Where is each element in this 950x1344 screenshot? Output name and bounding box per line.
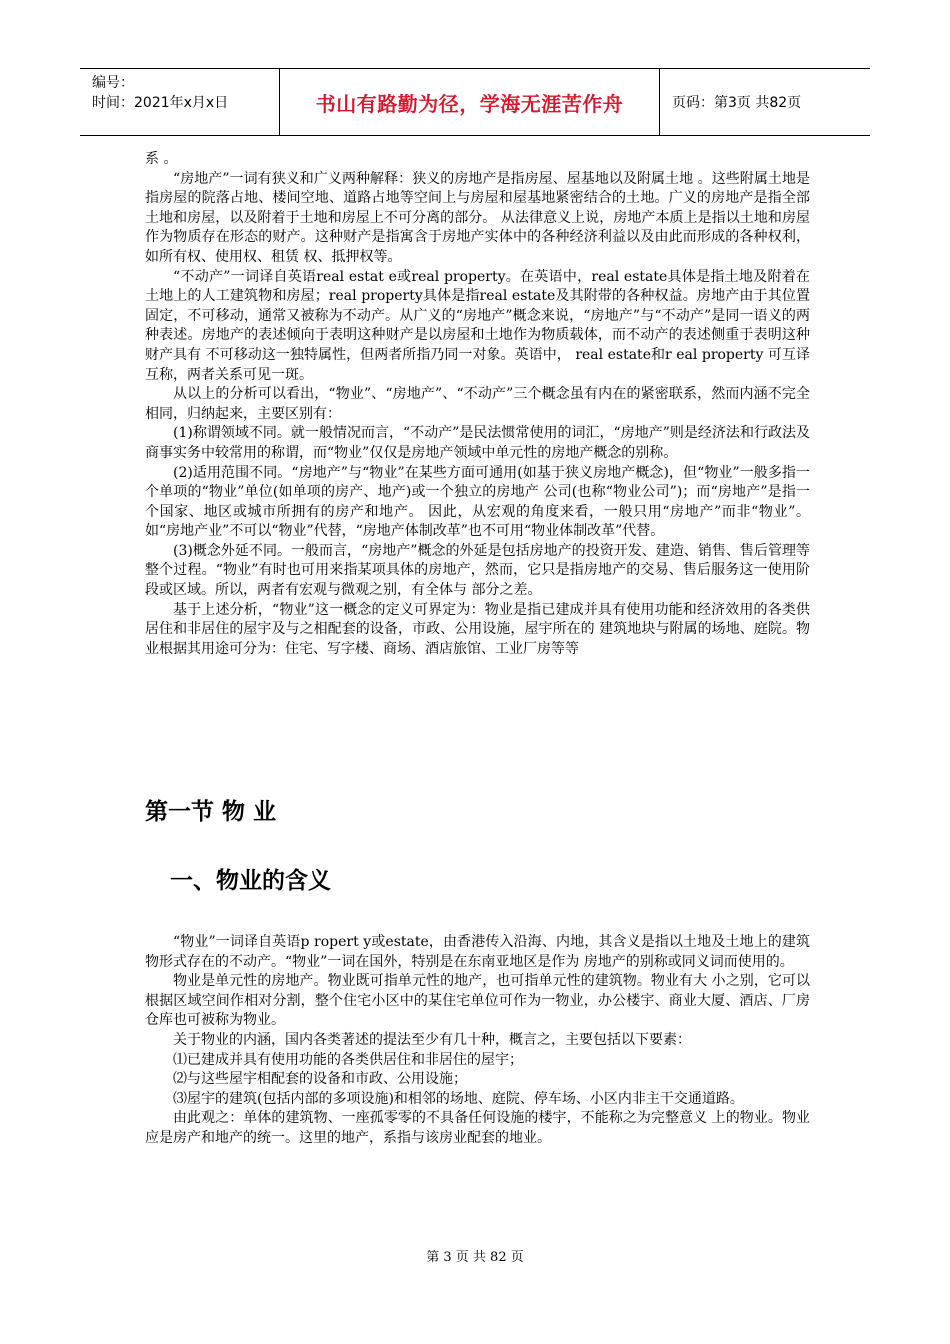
sub-title: 一、物业的含义 — [170, 868, 331, 894]
paragraph: “房地产”一词有狭义和广义两种解释：狭义的房地产是指房屋、屋基地以及附属土地 。这些附属土地是指房屋的院落占地、楼间空地、道路占地等空间上与房屋和屋基地紧密结合的土地。广义的房地产是指全部土地和房屋，以及附着于土地和房屋上不可分离的部分。 从法律意义上说，房地产本质上是指以土地和房屋作为物质存在形态的财产。这种财产是指寓含于房地产实体中的各种经济利益以及由此而形成的各种权利，如所有权、使用权、租赁 权、抵押权等。 — [145, 170, 810, 265]
paragraph: 从以上的分析可以看出，“物业”、“房地产”、“不动产”三个概念虽有内在的紧密联系，然而内涵不完全相同，归纳起来，主要区别有： — [145, 386, 810, 422]
paragraph: 由此观之：单体的建筑物、一座孤零零的不具备任何设施的楼宇，不能称之为完整意义 上的物业。物业应是房产和地产的统一。这里的地产，系指与该房业配套的地业。 — [145, 1110, 810, 1146]
paragraph: (1)称谓领域不同。就一般情况而言，“不动产”是民法惯常使用的词汇，“房地产”则是经济法和行政法及商事实务中较常用的称谓，而“物业”仅仅是房地产领域中单元性的房地产概念的别称。 — [145, 425, 810, 461]
header-motto: 书山有路勤为径，学海无涯苦作舟 — [280, 69, 660, 135]
time-label: 时间：2021年x月x日 — [92, 95, 229, 111]
paragraph: (3)概念外延不同。一般而言，“房地产”概念的外延是包括房地产的投资开发、建造、销售、售后管理等整个过程。“物业”有时也可用来指某项具体的房地产，然而，它只是指房地产的交易、售后服务这一使用阶段或区域。所以，两者有宏观与微观之别，有全体与 部分之差。 — [145, 542, 810, 599]
body-text-lower — [145, 933, 810, 1149]
paragraph: ⑵与这些屋宇相配套的设备和市政、公用设施； — [173, 1071, 467, 1088]
paragraph: “物业”一词译自英语p ropert y或estate，由香港传入沿海、内地，其含义是指以土地及土地上的建筑物形式存在的不动产。“物业”一词在国外，特别是在东南亚地区是作为 房地产的别称或同义词而使用的。 — [145, 934, 810, 970]
number-label: 编号： — [92, 75, 134, 91]
paragraph: 关于物业的内涵，国内各类著述的提法至少有几十种，概言之，主要包括以下要素： — [173, 1031, 691, 1048]
page-footer: 第 3 页 共 82 页 — [426, 1250, 524, 1265]
paragraph: “不动产”一词译自英语real estat e或real property。在英语中，real estate具体是指土地及附着在土地上的人工建筑物和房屋；real property具体是指real estate及其附带的各种权益。房地产由于其位置固定，不可移动，通常又被称为不动产。从广义的“房地产”概念来说，“房地产”与“不动产”是同一语义的两种表述。房地产的表述倾向于表明这种财产是以房屋和土地作为物质载体，而不动产的表述侧重于表明这种财产具有 不可移动这一独特属性，但两者所指乃同一对象。英语中， real estate和r eal property 可互译互称，两者关系可见一斑。 — [145, 268, 810, 383]
paragraph: 物业是单元性的房地产。物业既可指单元性的地产，也可指单元性的建筑物。物业有大 小之别，它可以根据区域空间作相对分割，整个住宅小区中的某住宅单位可作为一物业，办公楼宇、商业大厦、酒店、厂房仓库也可被称为物业。 — [145, 973, 810, 1029]
paragraph: (2)适用范围不同。“房地产”与“物业”在某些方面可通用(如基于狭义房地产概念)，但“物业”一般多指一个单项的“物业”单位(如单项的房产、地产)或一个独立的房地产 公司(也称“物业公司”)；而“房地产”是指一个国家、地区或城市所拥有的房产和地产。 因此，从宏观的角度来看，一般只用“房地产”而非“物业”。如“房地产业”不可以“物业”代替，“房地产体制改革”也不可用“物业体制改革”代替。 — [145, 464, 810, 540]
paragraph: 基于上述分析，“物业”这一概念的定义可界定为：物业是指已建成并具有使用功能和经济效用的各类供居住和非居住的屋宇及与之相配套的设备，市政、公用设施，屋宇所在的 建筑地块与附属的场地、庭院。物业根据其用途可分为：住宅、写字楼、商场、酒店旅馆、工业厂房等等 — [145, 601, 810, 657]
page-header — [80, 68, 870, 136]
paragraph: ⑴已建成并具有使用功能的各类供居住和非居住的屋宇； — [173, 1051, 523, 1068]
paragraph: ⑶屋宇的建筑(包括内部的多项设施)和相邻的场地、庭院、停车场、小区内非主干交通道路。 — [173, 1090, 744, 1107]
body-text-upper — [145, 150, 810, 659]
header-info-cell — [80, 69, 280, 135]
header-page-info: 页码：第3页 共82页 — [672, 95, 802, 111]
section-title: 第一节 物 业 — [145, 799, 277, 825]
paragraph: 系 。 — [145, 151, 178, 167]
